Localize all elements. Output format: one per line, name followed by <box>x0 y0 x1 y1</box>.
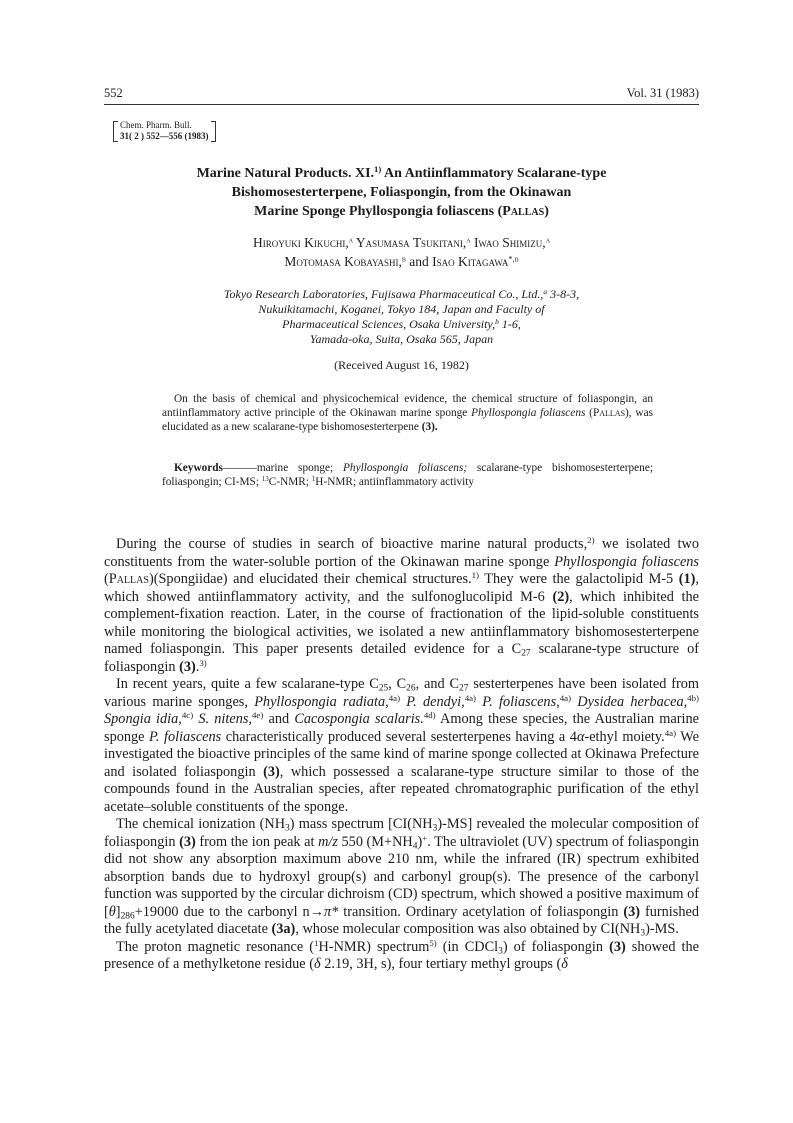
keywords-text: marine sponge; <box>256 462 344 474</box>
title-ref: 1) <box>374 164 382 175</box>
text: )-MS. <box>645 921 679 937</box>
subscript: 286 <box>120 910 135 921</box>
greek-symbol: δ <box>561 956 568 972</box>
paragraph-2 <box>104 676 699 816</box>
title-text: An Antiinflammatory Scalarane-type <box>381 166 607 181</box>
species-name: P. dendyi, <box>400 693 465 710</box>
greek-symbol: α <box>576 728 585 745</box>
species-name: Phyllospongia foliascens; <box>343 462 468 474</box>
subscript: 27 <box>459 683 469 694</box>
author-affil: a <box>545 235 551 245</box>
citation-ref: 31( 2 ) 552—556 (1983) <box>120 131 209 141</box>
affiliations <box>150 287 653 347</box>
keywords-label: Keywords <box>174 462 223 474</box>
text: )(Spongiidae) and elucidated their chemical structures. <box>148 571 472 587</box>
body-text <box>104 536 699 974</box>
ref-sup: 4a) <box>464 692 476 703</box>
text: We investigated the bioactive principles of the same kind of marine sponge collected at Okinawa Prefecture and isolated foliaspongin <box>104 728 699 780</box>
text: The proton magnetic resonance ( <box>116 938 315 955</box>
text: , which possessed a scalarane-type structure similar to those of the compounds found in the Australian species, after repeated chromatographic purification of the ethyl acetate–soluble constituents of the sponge. <box>104 763 700 815</box>
text: showed the presence of a methylketone residue ( <box>104 938 699 972</box>
author-name: Yasumasa Tsukitani, <box>353 235 467 250</box>
title-line-1 <box>110 164 693 183</box>
page-number: 552 <box>104 86 123 100</box>
author-smallcaps: allas <box>599 407 626 420</box>
subscript: 3 <box>498 945 503 956</box>
text: (P <box>104 571 117 587</box>
text: Among these species, the Australian marine sponge <box>104 711 699 745</box>
compound-number: (3) <box>263 763 280 780</box>
text: The chemical ionization (NH <box>116 816 286 832</box>
ref-sup: 1) <box>471 570 480 581</box>
affil-line <box>150 317 653 332</box>
compound-number: (3) <box>609 938 626 955</box>
greek-symbol: δ <box>314 956 321 972</box>
title-line-2: Bishomosesterterpene, Foliaspongin, from the Okinawan <box>231 185 572 200</box>
text: They were the galactolipid M-5 <box>479 571 679 587</box>
compound-number: (1) <box>678 571 696 587</box>
text: ] <box>115 903 121 920</box>
abstract <box>162 392 653 435</box>
author-affil: *,b <box>508 254 519 264</box>
ref-sup: 4e) <box>251 710 264 721</box>
affil-text: 1-6, <box>498 317 521 331</box>
paragraph-1 <box>104 536 699 676</box>
abstract-paragraph <box>162 392 653 435</box>
isotope-sup: 1 <box>311 475 316 484</box>
text: sesterterpenes have been isolated from various marine sponges, <box>104 676 699 710</box>
text: H-NMR) spectrum <box>318 938 430 955</box>
greek-symbol: θ <box>108 903 116 920</box>
compound-number: (3a) <box>271 921 296 937</box>
text: During the course of studies in search of bioactive marine natural products, <box>116 536 588 552</box>
greek-symbol: π* <box>324 903 339 920</box>
text: , C <box>388 676 407 692</box>
author-smallcaps: allas <box>116 571 149 587</box>
ref-sup: 4a) <box>388 692 401 703</box>
author-name: Iwao Shimizu, <box>470 235 546 250</box>
text: , and C <box>415 676 460 692</box>
subscript: 25 <box>378 683 389 694</box>
running-header <box>104 86 699 102</box>
species-name: Phyllospongia radiata, <box>254 693 389 710</box>
title-text: Marine Sponge Phyllospongia foliascens (P <box>254 204 511 219</box>
isotope-sup: 1 <box>314 937 319 948</box>
keywords-paragraph <box>162 461 653 489</box>
species-name: Spongia idia, <box>104 711 182 727</box>
mz-symbol: m/z <box>318 833 338 850</box>
ref-sup: 5) <box>429 937 437 948</box>
species-name: P. foliascens <box>149 728 222 745</box>
charge-sup: + <box>422 832 428 843</box>
ref-sup: 4a) <box>664 727 677 738</box>
volume-label: Vol. 31 (1983) <box>626 86 699 100</box>
paragraph-4 <box>104 939 699 974</box>
subscript: 26 <box>406 683 416 694</box>
compound-number: (2) <box>552 588 570 605</box>
text: 550 (M+NH <box>337 833 413 850</box>
text: and <box>263 711 295 727</box>
abstract-text: ), was elucidated as a new scalarane-type bishomosesterterpene <box>162 407 653 434</box>
author-and: and <box>405 254 433 269</box>
paragraph-3 <box>104 816 699 939</box>
authors-line-2 <box>110 252 693 271</box>
ref-sup: 2) <box>587 535 595 546</box>
compound-number: (3). <box>421 421 438 434</box>
title-line-3 <box>110 202 693 221</box>
text: ) of foliaspongin <box>502 938 610 955</box>
ref-sup: 4b) <box>687 692 699 703</box>
title-text: ) <box>544 204 549 219</box>
species-name: Cacospongia scalaris. <box>294 711 424 727</box>
title-text: Marine Natural Products. XI. <box>196 166 375 181</box>
keywords-text: scalarane-type bishomosesterterpene; foliaspongin; CI-MS; <box>162 462 653 489</box>
text: In recent years, quite a few scalarane-type C <box>116 676 379 692</box>
abstract-text: On the basis of chemical and physicochemical evidence, the chemical structure of foliaspongin, an antiinflammatory active principle of the Okinawan marine sponge <box>162 393 653 420</box>
text: ) <box>417 833 423 850</box>
text: +19000 due to the carbonyl n→ <box>134 903 324 920</box>
text: characteristically produced several sesterterpenes having a 4 <box>221 728 577 745</box>
title-smallcaps: allas <box>510 204 545 219</box>
header-rule <box>104 104 699 105</box>
author-name: Isao Kitagawa <box>432 254 509 269</box>
received-date: (Received August 16, 1982) <box>334 358 469 372</box>
affil-line <box>150 287 653 302</box>
authors-line-1 <box>110 233 693 252</box>
species-name: S. nitens, <box>193 711 252 727</box>
affil-text: Pharmaceutical Sciences, Osaka University, <box>282 317 496 331</box>
keywords <box>162 461 653 489</box>
affil-sup: a <box>543 286 548 296</box>
text: -ethyl moiety. <box>584 728 665 745</box>
subscript: 3 <box>432 823 438 834</box>
citation-box <box>113 120 216 142</box>
author-affil: b <box>401 254 406 264</box>
text: , which showed antiinflammatory activity, and the sulfonoglucolipid M-6 <box>104 571 699 605</box>
text: , whose molecular composition was also obtained by CI(NH <box>295 921 641 937</box>
keywords-dash: ——— <box>222 462 257 474</box>
author-affil: a <box>466 235 471 245</box>
keywords-text: H-NMR; antiinflammatory activity <box>315 476 475 489</box>
compound-number: (3) <box>179 658 196 675</box>
text: furnished the fully acetylated diacetate <box>104 903 699 937</box>
affil-sup: b <box>495 316 499 326</box>
author-name: Hiroyuki Kikuchi, <box>252 235 349 250</box>
citation-journal: Chem. Pharm. Bull. <box>120 120 192 130</box>
affil-text: Tokyo Research Laboratories, Fujisawa Pharmaceutical Co., Ltd., <box>223 287 544 301</box>
ref-sup: 4c) <box>181 710 194 721</box>
ref-sup: 3) <box>199 657 207 668</box>
isotope-sup: 13 <box>261 475 269 484</box>
subscript: 3 <box>285 823 290 834</box>
text: we isolated two constituents from the water-soluble portion of the Okinawan marine sponge <box>104 536 699 570</box>
author-affil: a <box>348 235 354 245</box>
affil-line: Yamada-oka, Suita, Osaka 565, Japan <box>309 332 494 346</box>
abstract-text: (P <box>585 407 600 420</box>
text: )-MS] revealed the molecular composition of foliaspongin <box>104 816 699 850</box>
keywords-text: C-NMR; <box>268 476 312 489</box>
affil-text: 3-8-3, <box>547 287 580 301</box>
text: . The ultraviolet (UV) spectrum of foliaspongin did not show any absorption maximum above 210 nm, while the infrared (IR) spectrum exhibited absorption bands due to hydroxyl group(s) and carbonyl group(s). The presence of the carbonyl function was supported by the circular dichroism (CD) spectrum, which showed a positive maximum of [ <box>104 833 699 920</box>
subscript: 4 <box>412 840 418 851</box>
text: 2.19, 3H, s), four tertiary methyl groups ( <box>320 956 562 972</box>
ref-sup: 4d) <box>423 710 436 721</box>
subscript: 27 <box>521 648 531 659</box>
text: scalarane-type structure of foliaspongin <box>104 641 699 675</box>
text: from the ion peak at <box>195 833 319 850</box>
subscript: 3 <box>640 928 646 939</box>
text: . <box>195 658 200 675</box>
ref-sup: 4a) <box>559 692 572 703</box>
affil-line: Nukuikitamachi, Koganei, Tokyo 184, Japan and Faculty of <box>258 302 545 316</box>
species-name: Phyllospongia foliascens <box>554 553 699 570</box>
species-name: P. foliascens, <box>476 693 560 710</box>
text: ) mass spectrum [CI(NH <box>289 816 433 832</box>
author-name: Motomasa Kobayashi, <box>284 254 402 269</box>
species-name: Dysidea herbacea, <box>571 693 688 710</box>
compound-number: (3) <box>179 833 196 850</box>
compound-number: (3) <box>623 903 641 920</box>
text: (in CDCl <box>436 938 499 955</box>
article-title <box>110 164 693 221</box>
species-name: Phyllospongia foliascens <box>471 407 586 420</box>
author-list <box>110 233 693 271</box>
text: , which inhibited the complement-fixation reaction. Later, in the course of fractionation of the lipid-soluble constituents while monitoring the biological activities, we isolated a new antiinflammatory bishomosesterterpene named foliaspongin. This paper presents detailed evidence for a C <box>104 588 699 657</box>
text: transition. Ordinary acetylation of foliaspongin <box>338 903 624 920</box>
